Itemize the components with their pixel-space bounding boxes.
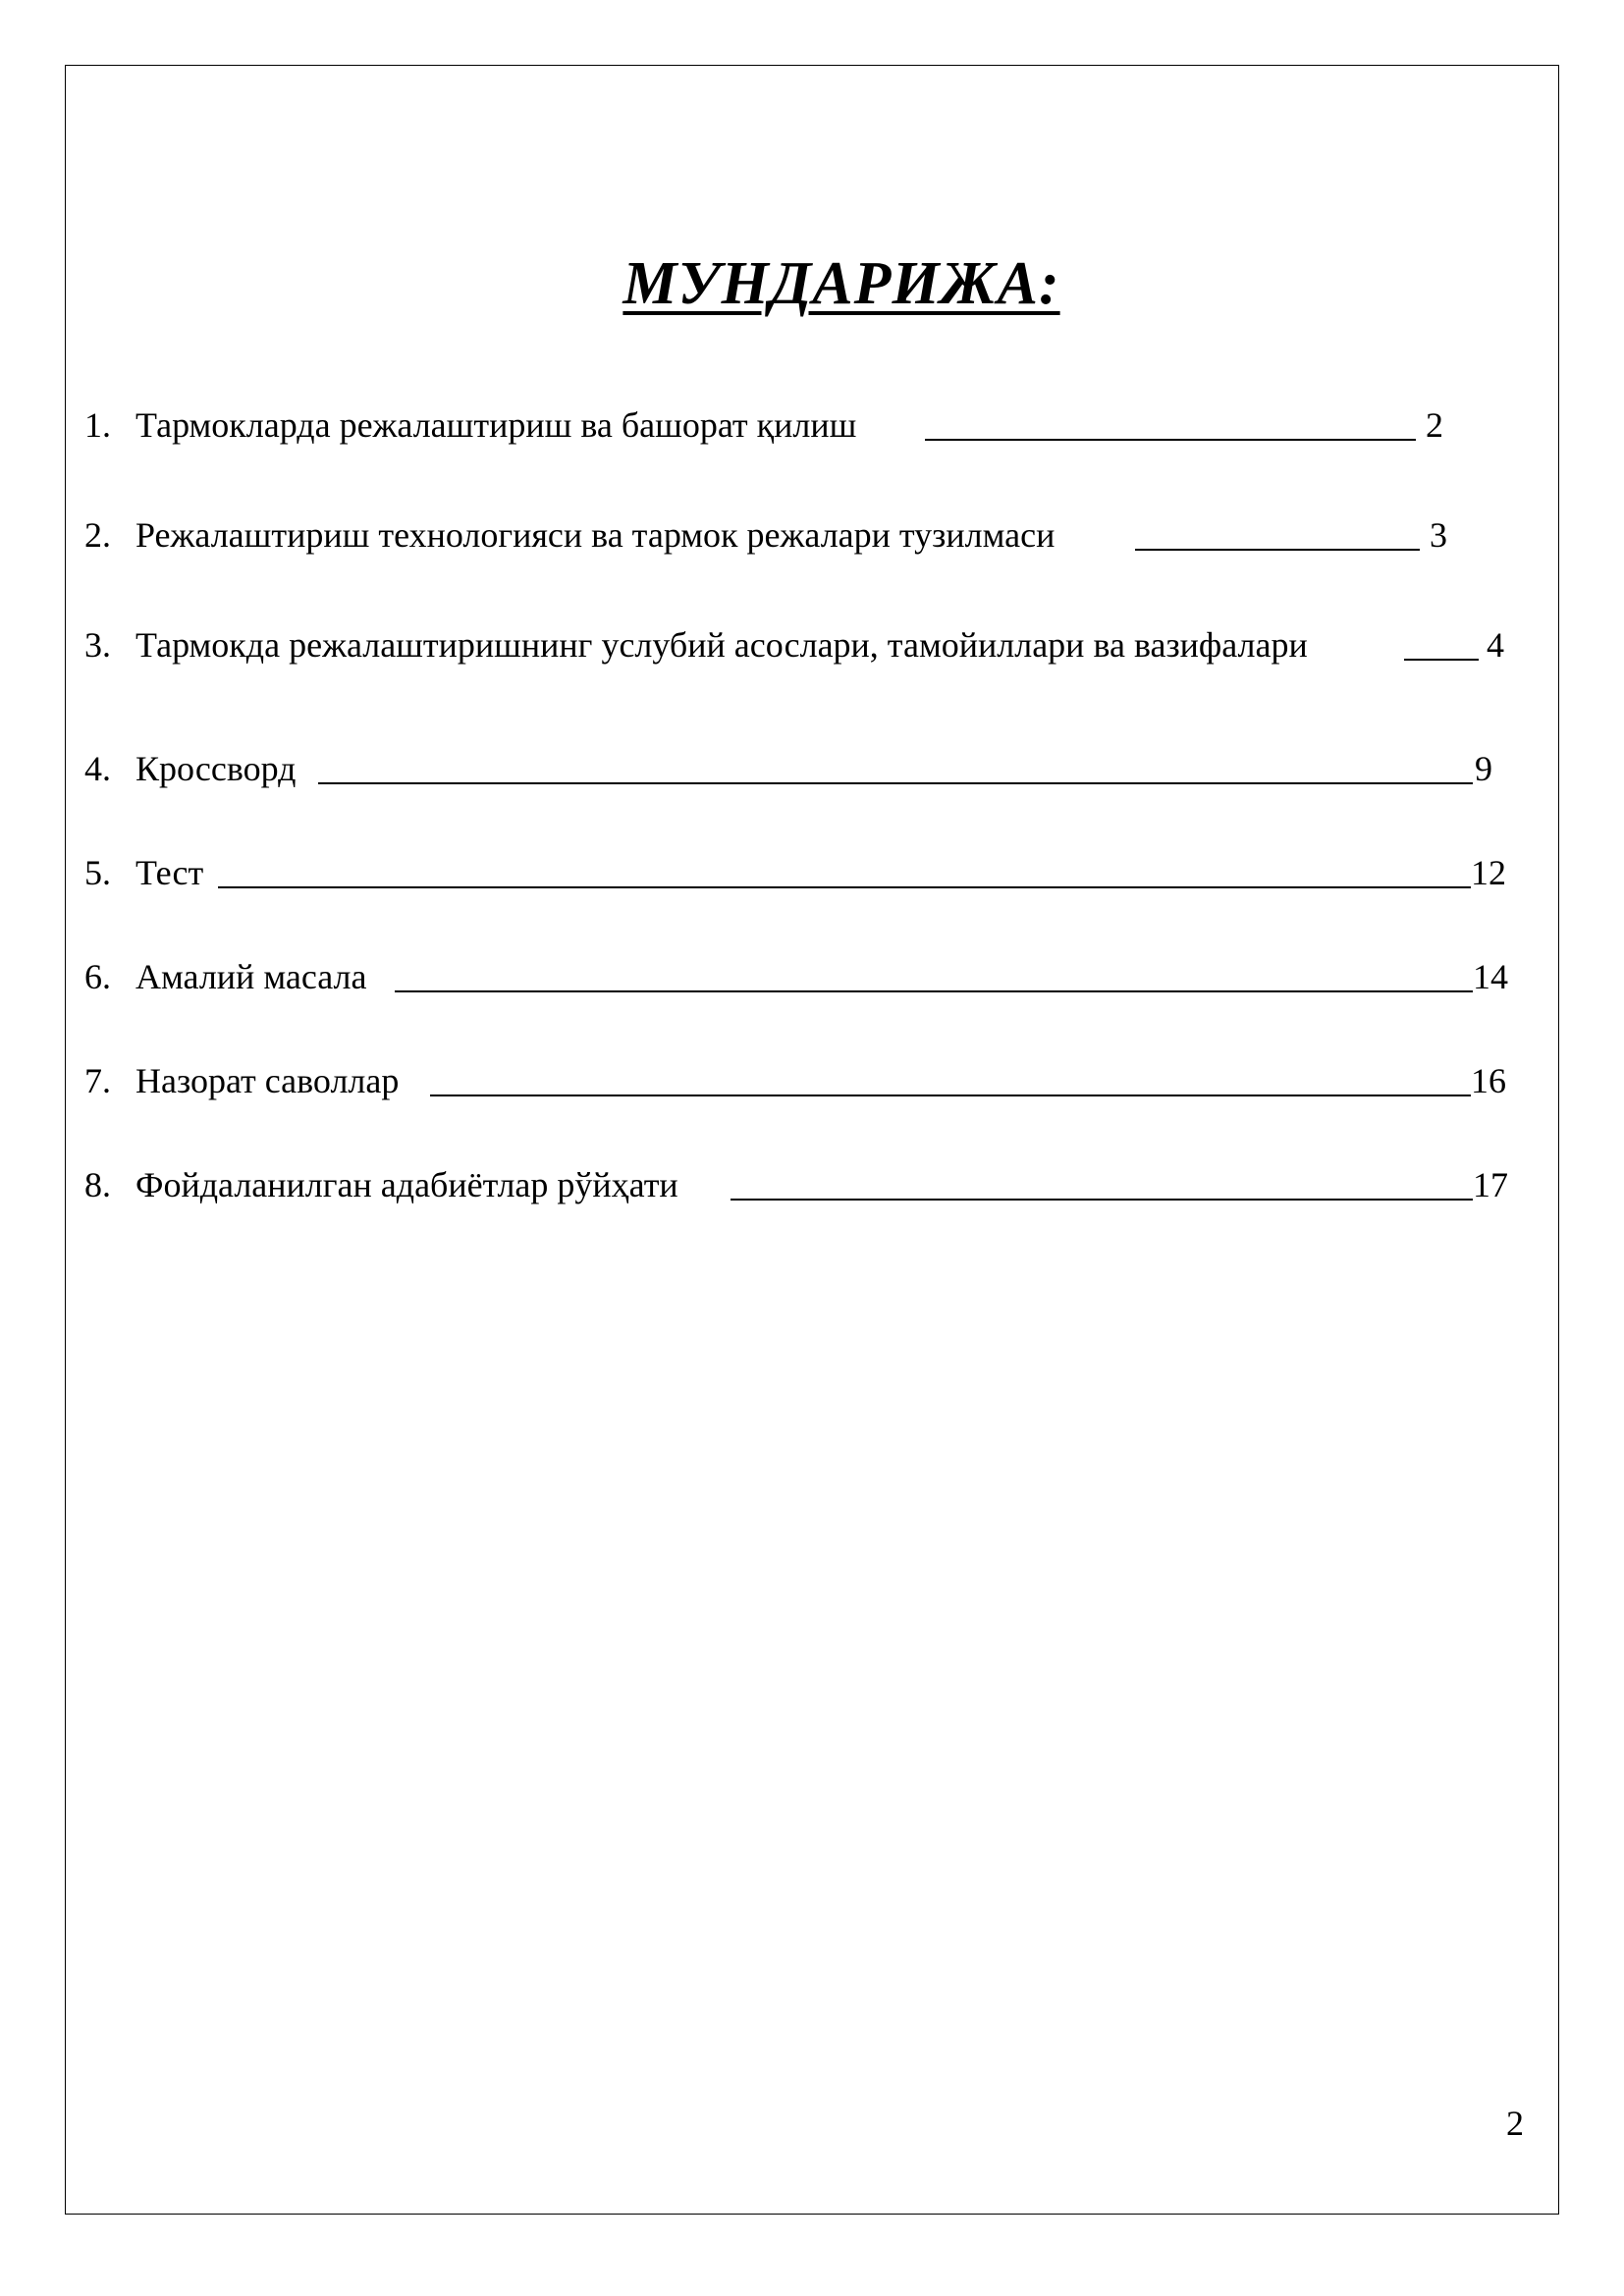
- toc-entry-label: Режалаштириш технологияси ва тармок режалари тузилмаси: [135, 515, 1056, 555]
- page-title: МУНДАРИЖА:: [623, 250, 1060, 317]
- toc-entry-number: 8.: [84, 1165, 111, 1204]
- toc-entry-label: Фойдаланилган адабиётлар рўйҳати: [135, 1165, 678, 1204]
- toc-entry-label: Назорат саволлар: [135, 1061, 400, 1100]
- toc-leader-line: [395, 990, 1473, 992]
- toc-entry-page: 2: [1426, 405, 1443, 445]
- page-border: [65, 65, 1559, 2215]
- toc-entry-label: Тармокда режалаштиришнинг услубий асослари, тамойиллари ва вазифалари: [135, 625, 1308, 665]
- toc-entry-page: 17: [1473, 1165, 1508, 1204]
- toc-entry-number: 5.: [84, 853, 111, 892]
- toc-leader-line: [1135, 549, 1420, 551]
- toc-entry-page: 3: [1430, 515, 1447, 555]
- toc-entry-page: 4: [1487, 625, 1504, 665]
- toc-leader-line: [1404, 659, 1479, 661]
- toc-entry-page: 14: [1473, 957, 1508, 996]
- toc-entry-number: 2.: [84, 515, 111, 555]
- toc-entry-number: 4.: [84, 749, 111, 788]
- toc-entry-page: 9: [1475, 749, 1492, 788]
- toc-entry-label: Кроссворд: [135, 749, 297, 788]
- toc-entry-label: Тармокларда режалаштириш ва башорат қилиш: [135, 405, 857, 445]
- toc-leader-line: [318, 782, 1473, 784]
- toc-entry-label: Тест: [135, 853, 204, 892]
- toc-entry-number: 6.: [84, 957, 111, 996]
- toc-entry-page: 12: [1471, 853, 1506, 892]
- page-number: 2: [1506, 2104, 1524, 2143]
- toc-entry-number: 1.: [84, 405, 111, 445]
- toc-leader-line: [430, 1095, 1471, 1096]
- toc-entry-label: Амалий масала: [135, 957, 367, 996]
- toc-leader-line: [731, 1199, 1473, 1201]
- toc-entry-number: 3.: [84, 625, 111, 665]
- toc-entry-page: 16: [1471, 1061, 1506, 1100]
- toc-leader-line: [925, 439, 1416, 441]
- toc-leader-line: [218, 886, 1471, 888]
- toc-entry-number: 7.: [84, 1061, 111, 1100]
